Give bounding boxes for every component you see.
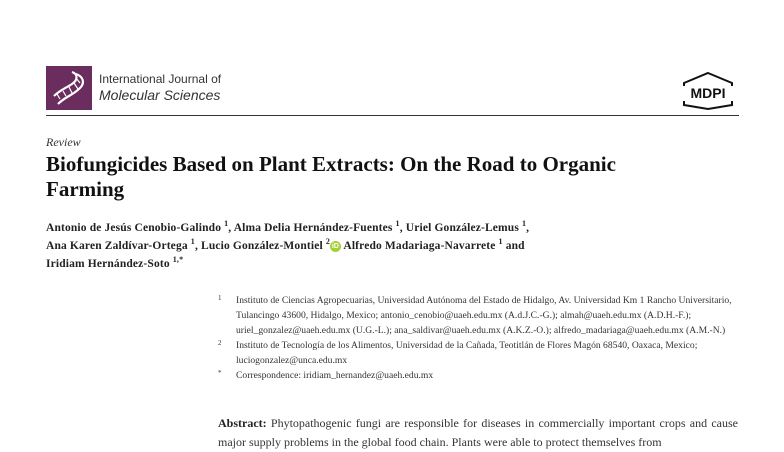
affiliation-mark: 2 <box>218 339 222 347</box>
affiliation-item <box>218 368 743 383</box>
article-title: Biofungicides Based on Plant Extracts: On the Road to Organic Farming <box>46 152 616 201</box>
author-separator: , <box>526 222 530 234</box>
mdpi-logo-text: MDPI <box>690 85 726 101</box>
correspondence-text: Correspondence: iridiam_hernandez@uaeh.edu.mx <box>236 370 434 381</box>
author-separator: and <box>502 240 525 252</box>
author-affiliation-mark: 2 <box>325 237 330 247</box>
mdpi-logo <box>677 72 739 110</box>
affiliation-item <box>218 293 743 338</box>
header-rule <box>46 115 739 116</box>
affiliation-text: Instituto de Ciencias Agropecuarias, Universidad Autónoma del Estado de Hidalgo, Av. Universidad Km 1 Rancho Universitario, Tulancingo 43600, Hidalgo, Mexico; antonio_cenobio@uaeh.edu.mx (A.d.J.C.-G.); almah@uaeh.edu.mx (A.D.H.-F.); uriel_gonzalez@uaeh.edu.mx (U.G.-L.); ana_saldivar@uaeh.edu.mx (A.K.Z.-O.); alfredo_madariaga@uaeh.edu.mx (A.M.-N.) <box>236 295 732 336</box>
affiliation-item <box>218 338 743 368</box>
affiliation-mark: 1 <box>218 294 222 302</box>
journal-logo <box>46 66 92 110</box>
author-list <box>46 219 706 273</box>
orcid-icon[interactable]: iD <box>331 243 340 250</box>
author-affiliation-mark: 1 <box>521 219 527 229</box>
author-name: Alfredo Madariaga-Navarrete <box>343 240 496 252</box>
author-name: Ana Karen Zaldívar-Ortega <box>46 240 188 252</box>
author-affiliation-mark: 1,* <box>172 255 184 265</box>
dna-icon <box>46 66 92 110</box>
abstract <box>218 414 738 452</box>
author-name: Lucio González-Montiel <box>201 240 323 252</box>
author-separator: , <box>399 222 406 234</box>
author-affiliation-mark: 1 <box>498 237 503 247</box>
abstract-label: Abstract: <box>218 416 267 430</box>
author-affiliation-mark: 1 <box>224 219 229 229</box>
author-name: Alma Delia Hernández-Fuentes <box>233 222 393 234</box>
affiliation-mark: * <box>218 369 222 377</box>
journal-name-line1: International Journal of <box>99 72 222 86</box>
author-separator: , <box>228 222 234 234</box>
abstract-text: Phytopathogenic fungi are responsible for diseases in commercially important crops and cause major supply problems in the global food chain. Plants were able to protect themselves from <box>218 416 738 449</box>
affiliation-text: Instituto de Tecnología de los Alimentos, Universidad de la Cañada, Teotitlán de Flores Magón 68540, Oaxaca, Mexico; luciogonzalez@unca.edu.mx <box>236 340 698 366</box>
journal-name-line2: Molecular Sciences <box>99 87 221 103</box>
author-name: Iridiam Hernández-Soto <box>46 258 170 270</box>
author-affiliation-mark: 1 <box>190 237 195 247</box>
author-separator: , <box>194 240 201 252</box>
author-name: Antonio de Jesús Cenobio-Galindo <box>46 222 222 234</box>
journal-name <box>99 72 221 105</box>
affiliation-list <box>218 293 743 383</box>
article-type: Review <box>46 135 81 149</box>
author-affiliation-mark: 1 <box>395 219 400 229</box>
author-name: Uriel González-Lemus <box>405 222 519 234</box>
